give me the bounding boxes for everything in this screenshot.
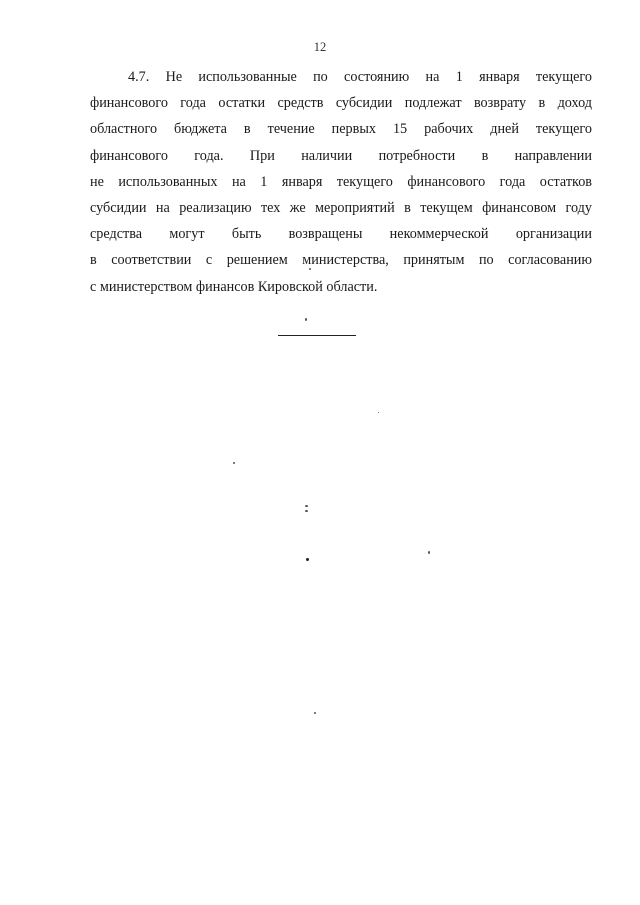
paragraph-line: с министерством финансов Кировской области. — [90, 278, 378, 295]
scan-speck — [428, 551, 430, 554]
end-divider — [278, 335, 356, 336]
paragraph-line: средства могут быть возвращены некоммерческой организации — [90, 226, 592, 243]
scan-speck — [305, 318, 307, 321]
scan-speck — [314, 712, 316, 714]
paragraph-line: не использованных на 1 января текущего финансового года остатков — [90, 173, 592, 190]
paragraph-line: финансового года остатки средств субсидии подлежат возврату в доход — [90, 95, 592, 112]
scan-speck — [233, 462, 235, 464]
scan-speck — [305, 505, 308, 507]
scan-speck — [378, 412, 379, 413]
page-number: 12 — [313, 40, 327, 54]
paragraph-line: финансового года. При наличии потребности в направлении — [90, 147, 592, 164]
paragraph-line: в соответствии с решением министерства, принятым по согласованию — [90, 252, 592, 269]
paragraph-line: 4.7. Не использованные по состоянию на 1 января текущего — [128, 69, 592, 85]
scan-speck — [309, 268, 311, 270]
scan-speck — [305, 510, 308, 512]
paragraph-line: субсидии на реализацию тех же мероприятий в текущем финансовом году — [90, 200, 592, 217]
scan-speck — [306, 558, 309, 561]
paragraph-line: областного бюджета в течение первых 15 рабочих дней текущего — [90, 121, 592, 138]
paragraph-4-7 — [90, 64, 592, 300]
